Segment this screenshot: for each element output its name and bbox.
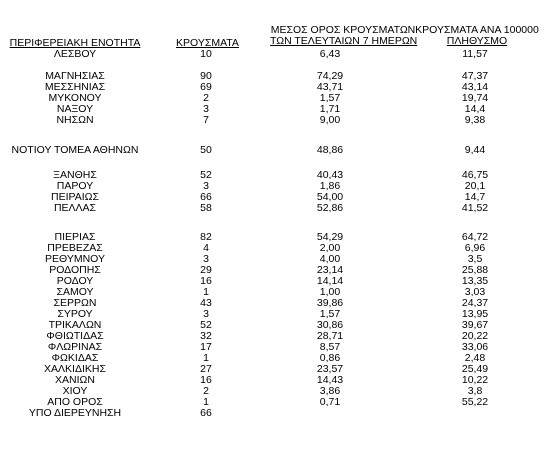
cell-cases-per-100k: 43,14: [461, 81, 489, 93]
cell-weekly-average: 52,86: [316, 202, 344, 214]
cell-weekly-average: 9,00: [319, 114, 341, 126]
cell-weekly-average: 4,00: [319, 253, 341, 265]
cell-cases: 52: [200, 319, 212, 331]
cell-cases-per-100k: 19,74: [461, 92, 489, 104]
cell-cases: 1: [203, 286, 209, 298]
cell-weekly-average: 1,71: [319, 103, 341, 115]
cell-cases-per-100k: 39,67: [461, 319, 489, 331]
table-row: [0, 115, 545, 126]
cell-regional-unit: ΦΘΙΩΤΙΔΑΣ: [46, 330, 104, 342]
cell-cases-per-100k: 20,22: [461, 330, 489, 342]
cell-regional-unit: ΥΠΟ ΔΙΕΡΕΥΝΗΣΗ: [28, 407, 122, 419]
cell-cases: 52: [200, 169, 212, 181]
cell-regional-unit: ΣΕΡΡΩΝ: [53, 297, 97, 309]
cell-cases-per-100k: 3,8: [467, 385, 483, 397]
cell-regional-unit: ΧΑΛΚΙΔΙΚΗΣ: [44, 363, 106, 375]
cell-cases: 69: [200, 81, 212, 93]
cell-cases: 16: [200, 374, 212, 386]
cell-regional-unit: ΡΕΘΥΜΝΟΥ: [44, 253, 105, 265]
cell-cases-per-100k: 25,49: [461, 363, 489, 375]
cell-cases: 2: [203, 92, 209, 104]
cell-cases: 10: [200, 48, 212, 60]
header-weekly-average-line2: ΤΩΝ ΤΕΛΕΥΤΑΙΩΝ 7 ΗΜΕΡΩΝ: [270, 35, 418, 47]
cell-cases: 90: [200, 70, 212, 82]
cell-cases: 1: [203, 352, 209, 364]
cell-cases: 82: [200, 231, 212, 243]
cell-cases-per-100k: 55,22: [461, 396, 489, 408]
cell-weekly-average: 1,57: [319, 308, 341, 320]
cell-weekly-average: 54,00: [316, 191, 344, 203]
cell-weekly-average: 1,57: [319, 92, 341, 104]
cell-cases-per-100k: 47,37: [461, 70, 489, 82]
cell-weekly-average: 0,71: [319, 396, 341, 408]
cell-weekly-average: 54,29: [316, 231, 344, 243]
cell-regional-unit: ΧΙΟΥ: [62, 385, 88, 397]
cell-weekly-average: 1,00: [319, 286, 341, 298]
table-row: [0, 145, 545, 156]
cell-cases-per-100k: 3,5: [467, 253, 483, 265]
cell-weekly-average: 8,57: [319, 341, 341, 353]
cell-cases: 7: [203, 114, 209, 126]
cell-weekly-average: 23,57: [316, 363, 344, 375]
cell-regional-unit: ΝΟΤΙΟΥ ΤΟΜΕΑ ΑΘΗΝΩΝ: [11, 144, 139, 156]
cell-cases: 58: [200, 202, 212, 214]
header-cases: ΚΡΟΥΣΜΑΤΑ: [176, 37, 239, 49]
header-cases-per-100k-line1: ΚΡΟΥΣΜΑΤΑ ΑΝΑ 100000: [415, 24, 539, 36]
cell-weekly-average: 3,86: [319, 385, 341, 397]
cell-cases: 3: [203, 253, 209, 265]
cell-cases: 32: [200, 330, 212, 342]
cell-cases-per-100k: 25,88: [461, 264, 489, 276]
cell-cases-per-100k: 10,22: [461, 374, 489, 386]
cell-regional-unit: ΠΡΕΒΕΖΑΣ: [47, 242, 103, 254]
cell-cases: 2: [203, 385, 209, 397]
cell-weekly-average: 14,14: [316, 275, 344, 287]
cell-weekly-average: 0,86: [319, 352, 341, 364]
cell-cases-per-100k: 14,4: [464, 103, 486, 115]
cell-cases: 66: [200, 407, 212, 419]
cell-cases: 1: [203, 396, 209, 408]
header-cases-per-100k: [412, 25, 542, 47]
cell-regional-unit: ΦΛΩΡΙΝΑΣ: [47, 341, 103, 353]
cell-weekly-average: 39,86: [316, 297, 344, 309]
cell-cases-per-100k: 2,48: [464, 352, 486, 364]
cell-regional-unit: ΠΕΙΡΑΙΩΣ: [51, 191, 99, 203]
cell-cases: 43: [200, 297, 212, 309]
cell-cases-per-100k: 33,06: [461, 341, 489, 353]
cell-weekly-average: 43,71: [316, 81, 344, 93]
cell-regional-unit: ΞΑΝΘΗΣ: [53, 169, 97, 181]
cell-cases: 17: [200, 341, 212, 353]
cell-cases-per-100k: 13,95: [461, 308, 489, 320]
cell-weekly-average: 23,14: [316, 264, 344, 276]
cell-regional-unit: ΦΩΚΙΔΑΣ: [51, 352, 99, 364]
cell-cases: 3: [203, 103, 209, 115]
cell-weekly-average: 74,29: [316, 70, 344, 82]
cell-cases-per-100k: 6,96: [464, 242, 486, 254]
header-weekly-average-line1: ΜΕΣΟΣ ΟΡΟΣ ΚΡΟΥΣΜΑΤΩΝ: [270, 24, 416, 36]
cell-regional-unit: ΜΑΓΝΗΣΙΑΣ: [45, 70, 105, 82]
cell-cases-per-100k: 46,75: [461, 169, 489, 181]
cell-weekly-average: 48,86: [316, 144, 344, 156]
cell-regional-unit: ΠΙΕΡΙΑΣ: [54, 231, 96, 243]
cell-cases: 50: [200, 144, 212, 156]
cell-cases: 3: [203, 308, 209, 320]
cell-cases-per-100k: 13,35: [461, 275, 489, 287]
table-row: [0, 408, 545, 419]
cell-regional-unit: ΠΑΡΟΥ: [56, 180, 94, 192]
cell-regional-unit: ΧΑΝΙΩΝ: [55, 374, 95, 386]
cell-regional-unit: ΡΟΔΟΥ: [56, 275, 94, 287]
cell-regional-unit: ΝΗΣΩΝ: [56, 114, 94, 126]
cell-regional-unit: ΛΕΣΒΟΥ: [53, 48, 97, 60]
table-row: [0, 203, 545, 214]
cell-cases: 27: [200, 363, 212, 375]
cell-weekly-average: 2,00: [319, 242, 341, 254]
cell-cases: 4: [203, 242, 209, 254]
cell-regional-unit: ΑΠΟ ΟΡΟΣ: [47, 396, 103, 408]
cell-cases-per-100k: 11,57: [462, 48, 488, 60]
cell-weekly-average: 28,71: [316, 330, 344, 342]
cell-cases-per-100k: 3,03: [464, 286, 486, 298]
cell-regional-unit: ΣΑΜΟΥ: [56, 286, 94, 298]
header-cases-per-100k-line2: ΠΛΗΘΥΣΜΟ: [446, 35, 508, 47]
header-weekly-average: [270, 25, 416, 47]
cell-weekly-average: 40,43: [316, 169, 344, 181]
cell-regional-unit: ΡΟΔΟΠΗΣ: [49, 264, 101, 276]
cell-cases: 3: [203, 180, 209, 192]
cell-weekly-average: 1,86: [319, 180, 341, 192]
cell-cases-per-100k: 20,1: [464, 180, 486, 192]
cell-regional-unit: ΣΥΡΟΥ: [57, 308, 93, 320]
header-regional-unit: ΠΕΡΙΦΕΡΕΙΑΚΗ ΕΝΟΤΗΤΑ: [9, 37, 141, 49]
cell-cases-per-100k: 64,72: [461, 231, 489, 243]
cell-cases: 66: [200, 191, 212, 203]
cell-weekly-average: 6,43: [319, 48, 341, 60]
cell-cases-per-100k: 41,52: [461, 202, 489, 214]
cell-cases: 16: [200, 275, 212, 287]
table-row: [0, 49, 545, 60]
cell-cases-per-100k: 14,7: [464, 191, 486, 203]
cell-weekly-average: 14,43: [316, 374, 344, 386]
cell-regional-unit: ΝΑΞΟΥ: [56, 103, 94, 115]
cell-regional-unit: ΠΕΛΛΑΣ: [53, 202, 97, 214]
cell-cases-per-100k: 9,38: [464, 114, 486, 126]
cell-regional-unit: ΤΡΙΚΑΛΩΝ: [48, 319, 102, 331]
cell-cases-per-100k: 24,37: [461, 297, 489, 309]
cell-cases: 29: [200, 264, 212, 276]
cell-regional-unit: ΜΥΚΟΝΟΥ: [48, 92, 102, 104]
cell-cases-per-100k: 9,44: [464, 144, 486, 156]
cell-weekly-average: 30,86: [316, 319, 344, 331]
cell-regional-unit: ΜΕΣΣΗΝΙΑΣ: [44, 81, 106, 93]
